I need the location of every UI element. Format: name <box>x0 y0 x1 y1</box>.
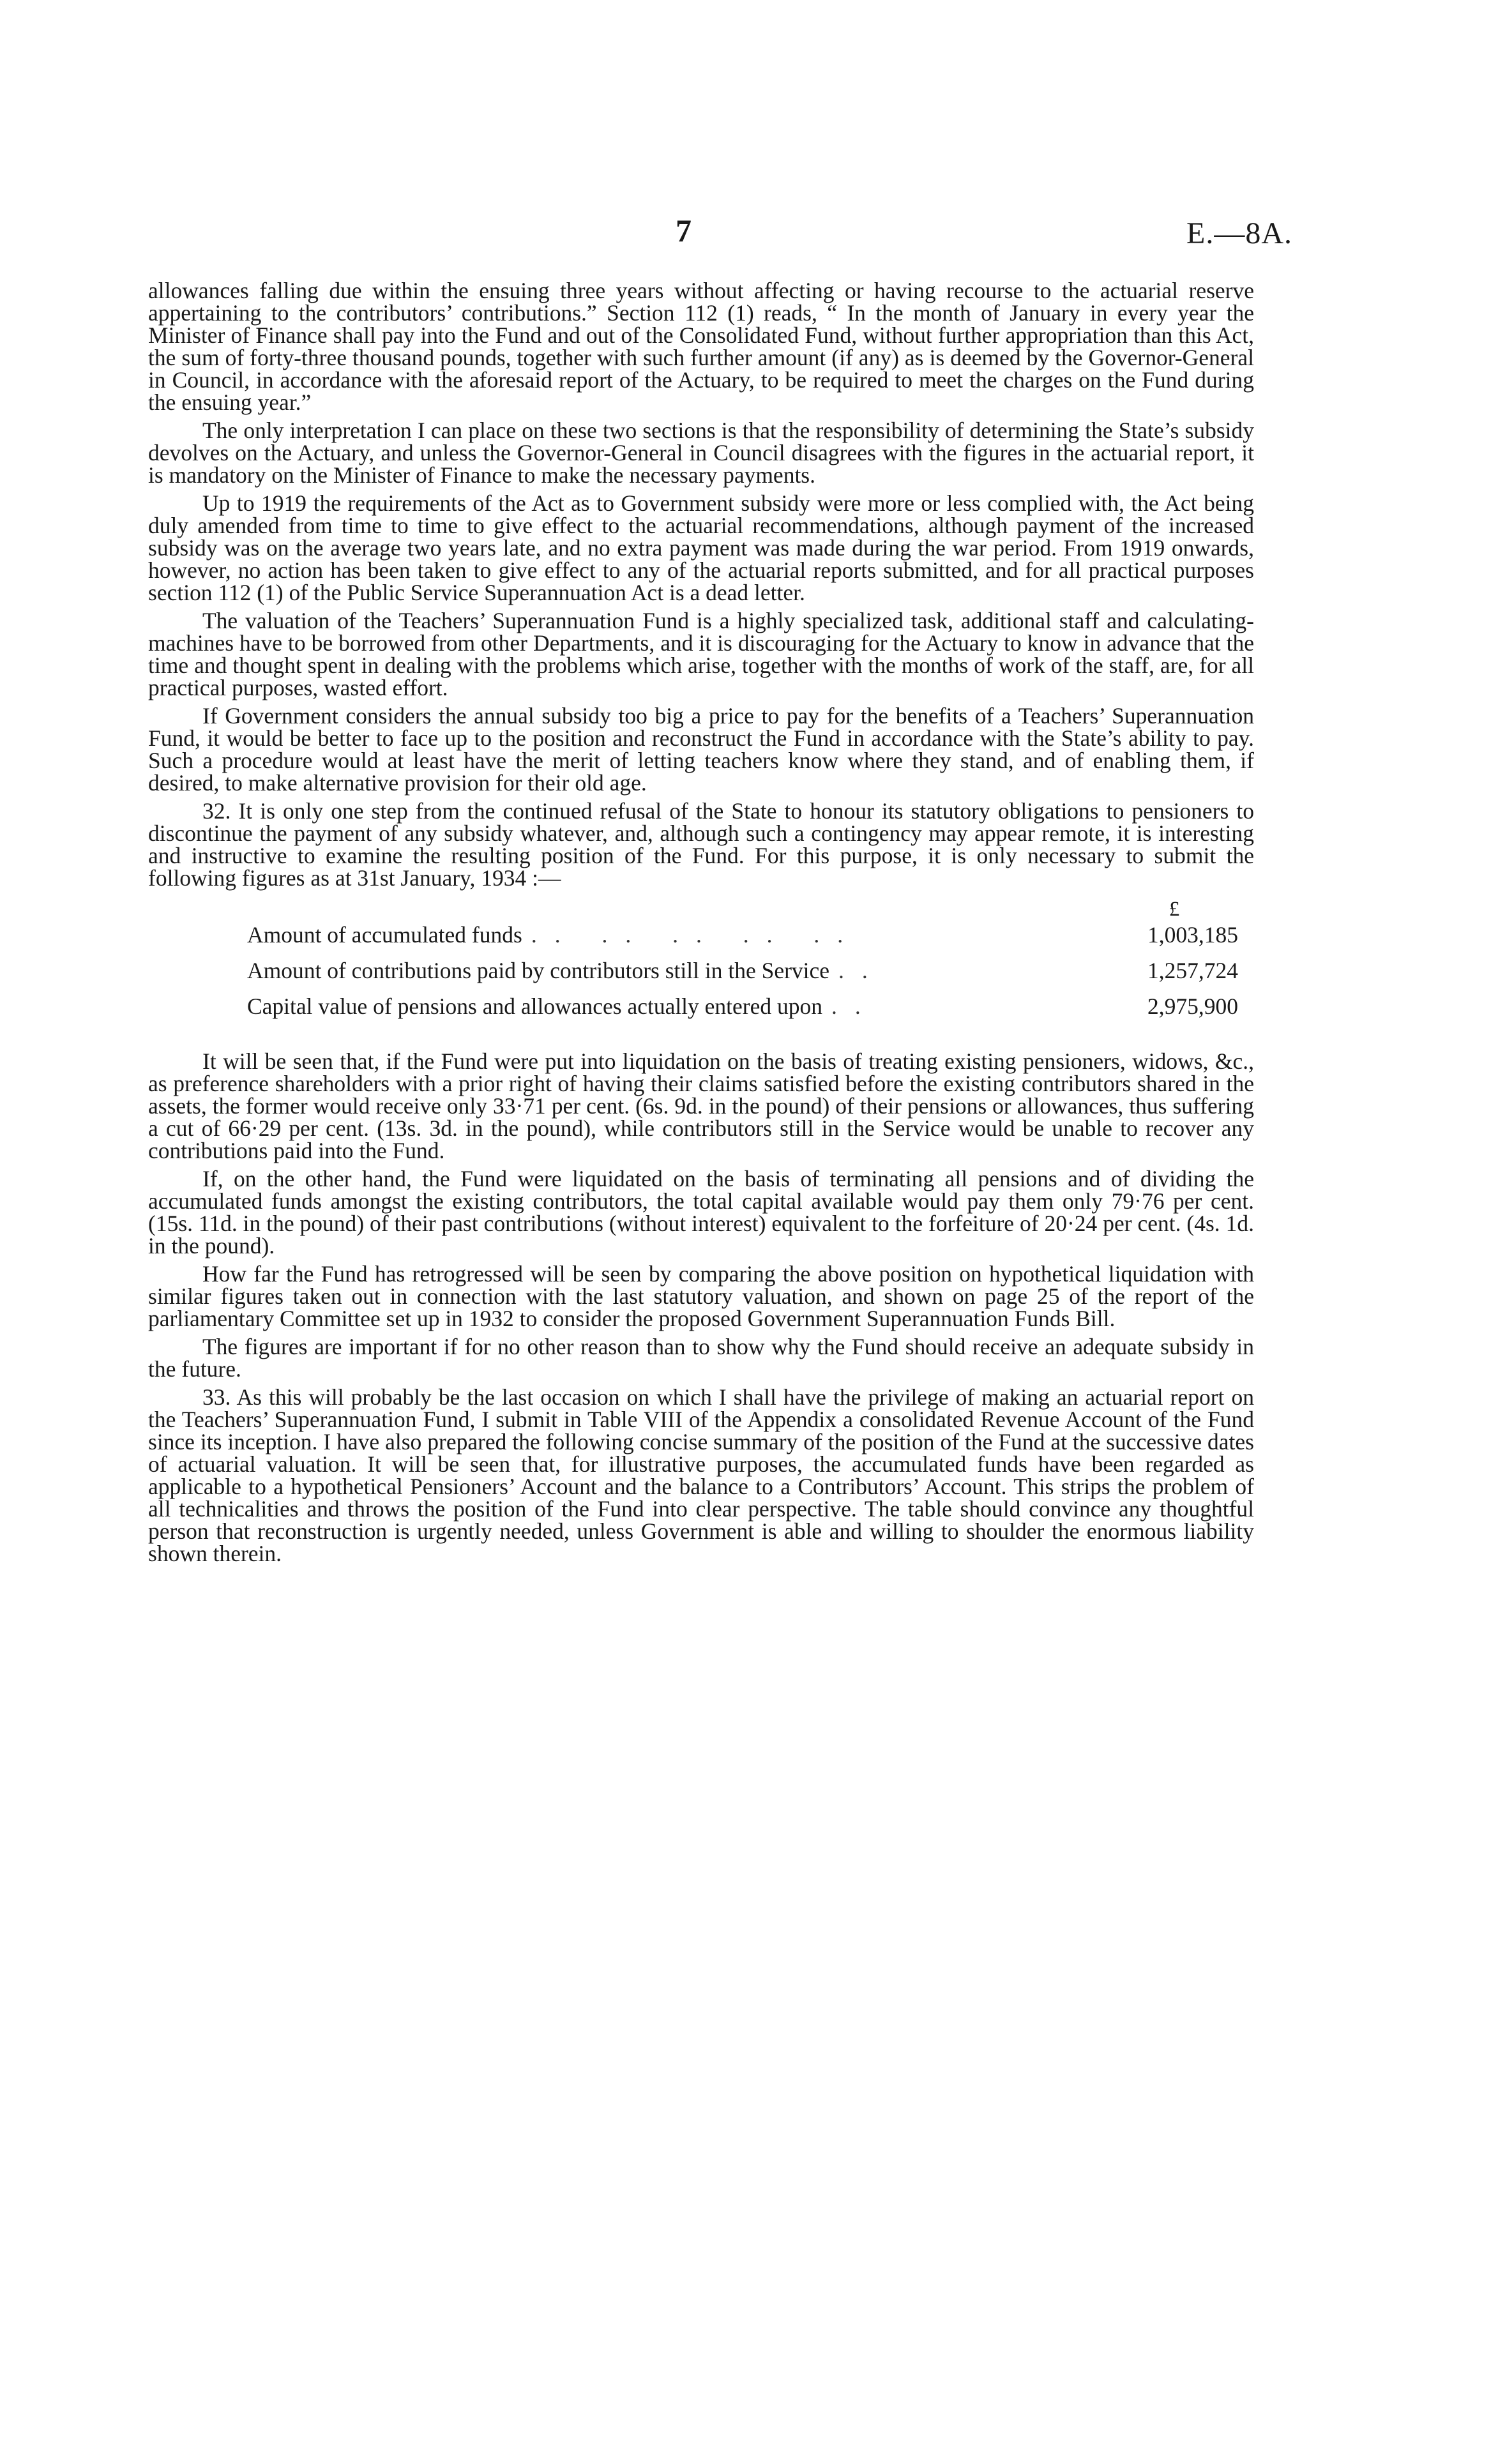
paragraph: allowances falling due within the ensuing three years without affecting or having recourse to the actuarial reserve appertaining to the contributors’ contributions.” Section 112 (1) reads, “ In the month of January in every year the Minister of Finance shall pay into the Fund and out of the Consolidated Fund, without further appropriation than this Act, the sum of forty-three thousand pounds, together with such further amount (if any) as is deemed by the Governor-General in Council, in accordance with the aforesaid report of the Actuary, to be required to meet the charges on the Fund during the ensuing year.” <box>148 278 1254 415</box>
figure-label: Capital value of pensions and allowances actually entered upon <box>247 994 823 1019</box>
document-body <box>148 280 1254 1571</box>
currency-header <box>148 898 1254 924</box>
paragraph: The figures are important if for no other reason than to show why the Fund should receive an adequate subsidy in the future. <box>148 1334 1254 1382</box>
paragraph: 32. It is only one step from the continued refusal of the State to honour its statutory obligations to pensioners to discontinue the payment of any subsidy whatever, and, although such a contingency may appear remote, it is interesting and instructive to examine the resulting position of the Fund. For this purpose, it is only necessary to submit the following figures as at 31st January, 1934 :— <box>148 798 1254 891</box>
currency-symbol: £ <box>1169 898 1180 921</box>
paragraph: If Government considers the annual subsidy too big a price to pay for the benefits of a Teachers’ Superannuation Fund, it would be better to face up to the position and reconstruct the Fund in accordance with the State’s ability to pay. Such a procedure would at least have the merit of letting teachers know where they stand, and of enabling them, if desired, to make alternative provision for their old age. <box>148 703 1254 796</box>
figures-row <box>148 960 1254 995</box>
paragraph: The only interpretation I can place on these two sections is that the responsibility of determining the State’s subsidy devolves on the Actuary, and unless the Governor-General in Council disagrees with the figures in the actuarial report, it is mandatory on the Minister of Finance to make the necessary payments. <box>148 418 1254 488</box>
figure-label: Amount of accumulated funds <box>247 922 522 948</box>
figures-row <box>148 995 1254 1031</box>
dot-leader: .. <box>838 960 886 982</box>
paragraph: If, on the other hand, the Fund were liquidated on the basis of terminating all pensions and of dividing the accumulated funds amongst the existing contributors, the total capital available would pay them only 79·76 per cent. (15s. 11d. in the pound) of their past contributions (without interest) equivalent to the forfeiture of 20·24 per cent. (4s. 1d. in the pound). <box>148 1166 1254 1258</box>
dot-leader: .. .. .. .. .. <box>531 924 861 946</box>
figure-value: 2,975,900 <box>1147 994 1238 1019</box>
figure-value: 1,257,724 <box>1147 958 1238 983</box>
document-reference: E.—8A. <box>1186 216 1292 250</box>
paragraph: Up to 1919 the requirements of the Act as to Government subsidy were more or less complied with, the Act being duly amended from time to time to give effect to the actuarial recommendations, although payment of the increased subsidy was on the average two years late, and no extra payment was made during the war period. From 1919 onwards, however, no action has been taken to give effect to any of the actuarial reports submitted, and for all practical purposes section 112 (1) of the Public Service Superannuation Act is a dead letter. <box>148 490 1254 605</box>
figure-label: Amount of contributions paid by contributors still in the Service <box>247 958 830 983</box>
figures-table <box>148 898 1254 1031</box>
figures-row <box>148 924 1254 960</box>
dot-leader: .. <box>831 995 879 1018</box>
paragraph: 33. As this will probably be the last occasion on which I shall have the privilege of making an actuarial report on the Teachers’ Superannuation Fund, I submit in Table VIII of the Appendix a consolidated Revenue Account of the Fund since its inception. I have also prepared the following concise summary of the position of the Fund at the successive dates of actuarial valuation. It will be seen that, for illustrative purposes, the accumulated funds have been regarded as applicable to a hypothetical Pensioners’ Account and the balance to a Contributors’ Account. This strips the problem of all technicalities and throws the position of the Fund into clear perspective. The table should convince any thoughtful person that reconstruction is urgently needed, unless Government is able and willing to shoulder the enormous liability shown therein. <box>148 1384 1254 1566</box>
paragraph: The valuation of the Teachers’ Superannuation Fund is a highly specialized task, additional staff and calculating-machines have to be borrowed from other Departments, and it is discouraging for the Actuary to know in advance that the time and thought spent in dealing with the problems which arise, together with the months of work of the staff, are, for all practical purposes, wasted effort. <box>148 608 1254 700</box>
figure-value: 1,003,185 <box>1147 922 1238 948</box>
paragraph: It will be seen that, if the Fund were put into liquidation on the basis of treating existing pensioners, widows, &c., as preference shareholders with a prior right of having their claims satisfied before the existing contributors shared in the assets, the former would receive only 33·71 per cent. (6s. 9d. in the pound) of their pensions or allowances, thus suffering a cut of 66·29 per cent. (13s. 3d. in the pound), while contributors still in the Service would be unable to recover any contributions paid into the Fund. <box>148 1048 1254 1163</box>
page-number: 7 <box>676 213 692 248</box>
paragraph: How far the Fund has retrogressed will be seen by comparing the above position on hypothetical liquidation with similar figures taken out in connection with the last statutory valuation, and shown on page 25 of the report of the parliamentary Committee set up in 1932 to consider the proposed Government Superannuation Funds Bill. <box>148 1261 1254 1331</box>
